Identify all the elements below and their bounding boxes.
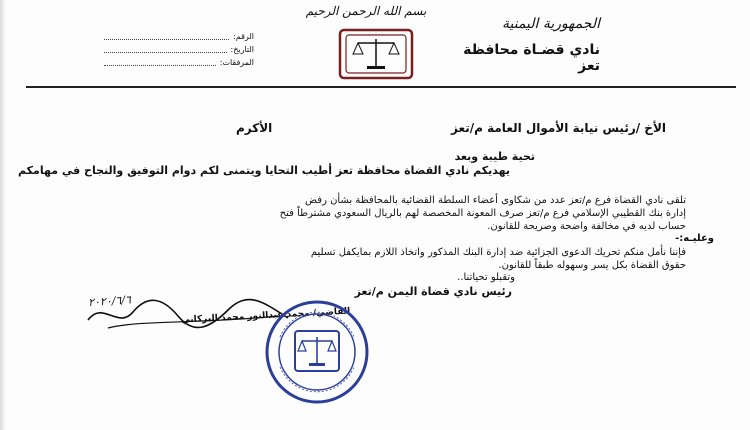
page-edge-shadow bbox=[0, 0, 6, 430]
date-field bbox=[104, 45, 254, 54]
addressee-line bbox=[236, 121, 666, 135]
club-name: نادي قضـاة محافظة تعز bbox=[463, 42, 600, 74]
attachments-dots bbox=[104, 58, 216, 66]
reference-number-field bbox=[104, 32, 254, 41]
reference-number-dots bbox=[104, 32, 229, 40]
official-stamp-icon bbox=[262, 297, 372, 407]
attachments-field bbox=[104, 58, 254, 67]
greeting-line-1: تحية طيبة وبعد bbox=[454, 150, 535, 163]
addressee-honorific: الأكرم bbox=[236, 121, 273, 135]
country-name: الجمهورية اليمنية bbox=[501, 16, 600, 32]
body-therefore: وعليـه:- bbox=[675, 233, 714, 244]
body-line-1: تلقى نادي القضاة فرع م/تعز عدد من شكاوى أعضاء السلطة القضائية بالمحافظة بشأن رفض bbox=[305, 195, 686, 206]
body-line-2: إدارة بنك القطيبي الإسلامي فرع م/تعز صرف المعونة المخصصة لهم بالريال السعودي مشترطاً فتح bbox=[279, 208, 686, 219]
scales-emblem-icon bbox=[334, 26, 418, 82]
signatory-title: رئيس نادي قضاة اليمن م/تعز bbox=[354, 285, 512, 298]
date-dots bbox=[104, 45, 227, 53]
signatory-name: القاضي/ محمد عبدالنور محمد البركاني bbox=[180, 306, 351, 326]
body-line-3: حساب لديه في مخالفة واضحة وصريحة للقانون. bbox=[487, 221, 686, 232]
date-label: التاريخ: bbox=[230, 45, 254, 54]
attachments-label: المرفقات: bbox=[219, 58, 254, 67]
header-divider bbox=[26, 86, 736, 88]
body-line-5: حقوق القضاة بكل يسر وسهوله طبقاً للقانون. bbox=[498, 260, 686, 271]
closing-line: وتقبلو تحياتنا.. bbox=[457, 272, 515, 283]
addressee-title: الأخ /رئيس نيابة الأموال العامة م/تعز bbox=[451, 121, 666, 135]
body-line-4: فإننا نأمل منكم تحريك الدعوى الجزائية ضد إدارة البنك المذكور واتخاذ اللازم بمايكفل تسليم bbox=[310, 247, 686, 258]
basmala: بسم الله الرحمن الرحيم bbox=[305, 4, 427, 18]
reference-number-label: الرقم: bbox=[233, 32, 254, 41]
handwritten-date: ٢٠٢٠/٦/٦ bbox=[87, 293, 132, 310]
greeting-line-2: يهديكم نادي القضاة محافظة تعز أطيب التحايا ويتمنى لكم دوام التوفيق والنجاح في مهامكم bbox=[18, 164, 510, 177]
